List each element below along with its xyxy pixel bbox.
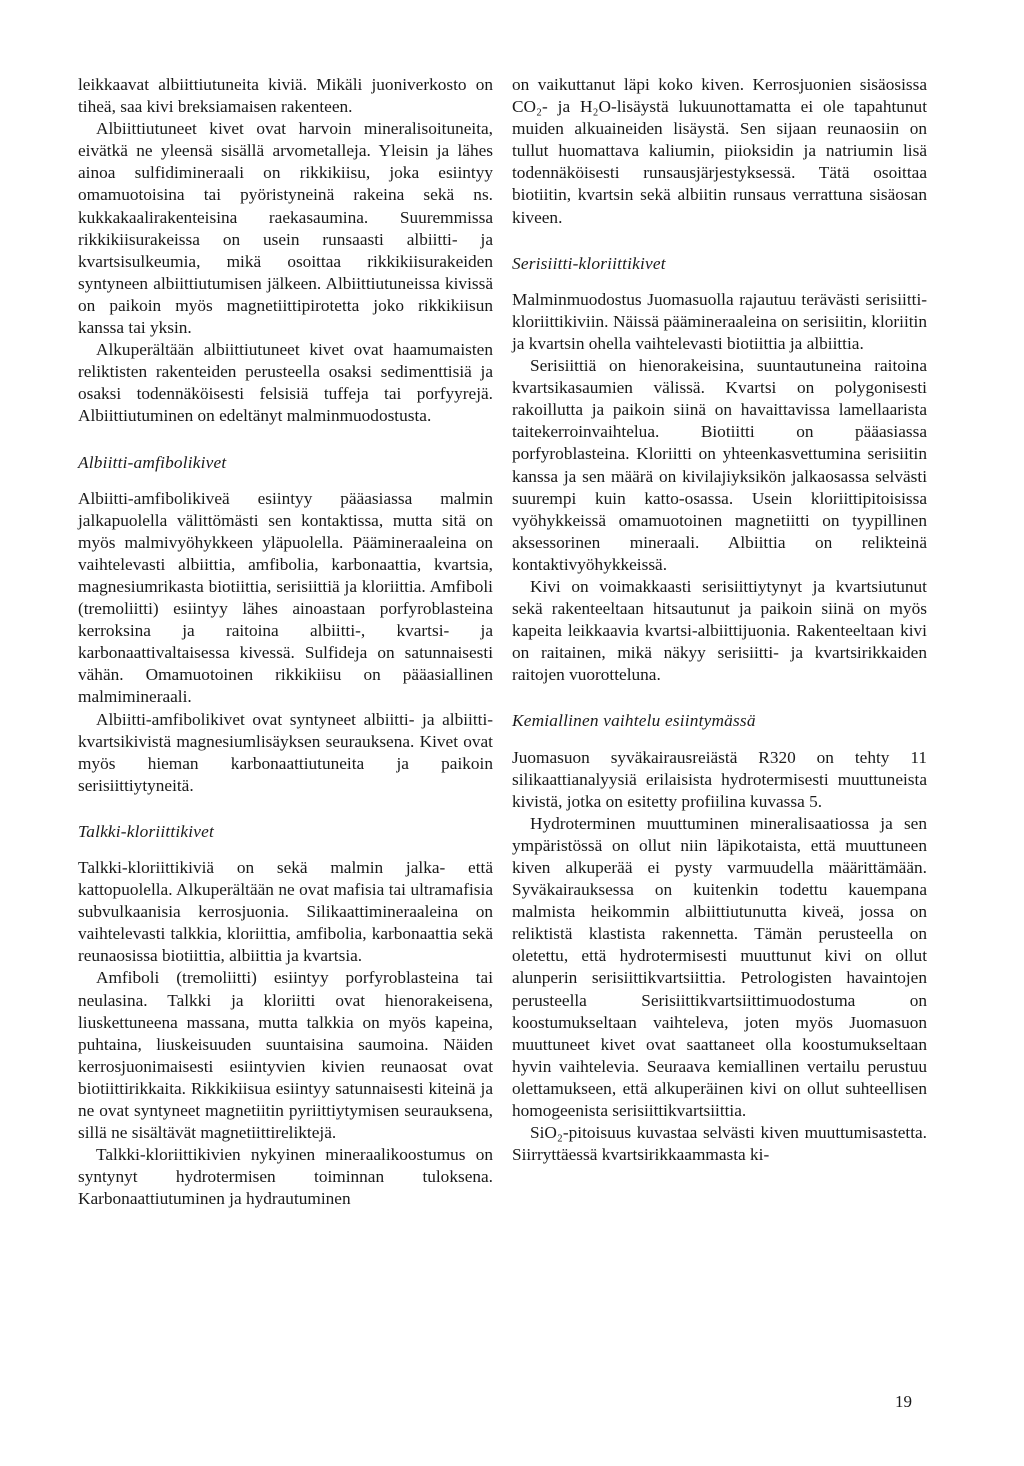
- left-paragraph-2: Albiittiutuneet kivet ovat harvoin mineralisoituneita, eivätkä ne yleensä sisällä arvometalleja. Yleisin ja lähes ainoa sulfidimineraali on rikkikiisu, joka esiintyy omamuotoisina tai pyöristyneinä rakeina sekä ns. kukkakaalirakenteisina raekasaumina. Suuremmissa rikkikiisurakeissa on usein runsaasti albiitti- ja kvartsisulkeumia, mikä osoittaa rikkikiisurakeiden syntyneen albiittiutumisen jälkeen. Albiittiutuneissa kivissä on paikoin myös magnetiittipirotetta joko rikkikiisun kanssa tai yksin.: [78, 119, 493, 338]
- heading-talkki-kloriittikivet: Talkki-kloriittikivet: [78, 821, 215, 841]
- right-paragraph-5: Juomasuon syväkairausreiästä R320 on tehty 11 silikaattianalyysiä erilaisista hydrotermisesti muuttuneista kivistä, jotka on esitetty profiilina kuvassa 5.: [512, 747, 927, 811]
- right-paragraph-3: Serisiittiä on hienorakeisina, suuntautuneina raitoina kvartsikasaumien välissä. Kvartsi on polygonisesti rakoillutta ja paikoin siinä on havaittavissa lamellaarista taitekerroinvaihtelua. Biotiitti on pääasiassa porfyroblasteina. Kloriitti on yhteenkasvettumina serisiitin kanssa ja sen määrä on kivilajiyksikön jalkaosassa selvästi suurempi kuin katto-osassa. Usein kloriittipitoisissa vyöhykkeissä omamuotoinen magnetiitti on tyypillinen aksessorinen mineraali. Albiittia on relikteinä kontaktivyöhykkeissä.: [512, 356, 927, 574]
- left-column: [78, 74, 493, 1211]
- heading-kemiallinen-vaihtelu: Kemiallinen vaihtelu esiintymässä: [512, 711, 756, 731]
- left-paragraph-4: Albiitti-amfibolikiveä esiintyy pääasiassa malmin jalkapuolella välittömästi sen kontaktissa, mutta sitä on myös malmivyöhykkeen yläpuolella. Päämineraaleina on vaihtelevasti albiittia, amfibolia, karbonaattia, kvartsia, magnesiumrikasta biotiittia, serisiittiä ja kloriittia. Amfiboli (tremoliitti) esiintyy lähes ainoastaan porfyroblasteina kerroksina ja raitoina albiitti-, kvartsi- ja karbonaattivaltaisessa kivessä. Sulfideja on satunnaisesti vähän. Omamuotoinen rikkikiisu on pääasiallinen malmimineraali.: [78, 488, 493, 707]
- right-paragraph-6: Hydroterminen muuttuminen mineralisaatiossa ja sen ympäristössä on ollut niin läpikotaista, että muuttuneen kiven alkuperää ei pysty varmuudella määrittämään. Syväkairauksessa on kuitenkin todettu kauempana malmista heikommin albiittiutunutta kiveä, jossa on reliktistä klastista rakennetta. Tämän perusteella on oletettu, että hydrotermisesti muuttunut kivi on ollut alunperin serisiittikvartsiittia. Petrologisten havaintojen perusteella Serisiittikvartsiittimuodostuma on koostumukseltaan vaihteleva, joten myös Juomasuon muuttuneet kivet ovat saattaneet olla koostumukseltaan hyvin vaihtelevia. Seuraava kemiallinen vertailu perustuu olettamukseen, että alkuperäinen kivi on ollut suhteellisen homogeenista serisiittikvartsiittia.: [512, 813, 927, 1121]
- left-paragraph-8: Talkki-kloriittikivien nykyinen mineraalikoostumus on syntynyt hydrotermisen toiminnan tuloksena. Karbonaattiutuminen ja hydrautuminen: [78, 1145, 493, 1209]
- right-paragraph-4: Kivi on voimakkaasti serisiittiytynyt ja kvartsiutunut sekä rakenteeltaan hitsautunut ja paikoin siinä on myös kapeita leikkaavia kvartsi-albiittijuonia. Rakenteeltaan kivi on raitainen, mikä näkyy serisiitti- ja kvartsirikkaiden raitojen vuorotteluna.: [512, 576, 927, 685]
- right-paragraph-7: SiO₂-pitoisuus kuvastaa selvästi kiven muuttumisastetta. Siirryttäessä kvartsirikkaammasta ki-: [512, 1123, 927, 1165]
- heading-albiitti-amfibolikivet: Albiitti-amfibolikivet: [78, 452, 227, 472]
- left-paragraph-6: Talkki-kloriittikiviä on sekä malmin jalka- että kattopuolella. Alkuperältään ne ovat mafisia tai ultramafisia subvulkaanisia kerrosjuonia. Silikaattimineraaleina on vaihtelevasti talkkia, kloriittia, amfibolia, karbonaattia sekä reunaosissa biotiittia, albiittia ja kvartsia.: [78, 858, 493, 966]
- left-paragraph-3: Alkuperältään albiittiutuneet kivet ovat haamumaisten reliktisten rakenteiden perusteella osaksi sedimenttisiä ja osaksi todennäköisesti felsisiä tuffeja tai porfyyrejä. Albiittiutuminen on edeltänyt malminmuodostusta.: [78, 340, 493, 426]
- heading-serisiitti-kloriittikivet: Serisiitti-kloriittikivet: [512, 253, 666, 273]
- right-column: [512, 74, 927, 1166]
- right-paragraph-2: Malminmuodostus Juomasuolla rajautuu terävästi serisiitti-kloriittikiviin. Näissä päämineraaleina on serisiitin, kloriitin ja kvartsin ohella vaihtelevasti biotiittia ja albiittia.: [512, 289, 927, 353]
- right-paragraph-1: on vaikuttanut läpi koko kiven. Kerrosjuonien sisäosissa CO₂- ja H₂O-lisäystä lukuunottamatta ei ole tapahtunut muiden alkuaineiden lisäystä. Sen sijaan reunaosiin on tullut huomattava kaliumin, piioksidin ja natriumin lisä todennäköisesti runsausjärjestyksessä. Tätä osoittaa biotiitin, kvartsin sekä albiitin runsaus verrattuna sisäosan kiveen.: [512, 75, 927, 227]
- left-paragraph-1: leikkaavat albiittiutuneita kiviä. Mikäli juoniverkosto on tiheä, saa kivi breksiamaisen rakenteen.: [78, 75, 493, 117]
- left-paragraph-7: Amfiboli (tremoliitti) esiintyy porfyroblasteina tai neulasina. Talkki ja kloriitti ovat hienorakeisena, liuskettuneena massana, mutta talkkia on myös kapeina, puhtaina, liuskeisuuden suuntaisina saumoina. Näiden kerrosjuonimaisesti esiintyvien kivien reunaosat ovat biotiittirikkaita. Rikkikiisua esiintyy satunnaisesti kiteinä ja ne ovat syntyneet magnetiitin pyriittiytymisen seurauksena, sillä ne sisältävät magnetiittireliktejä.: [78, 968, 493, 1143]
- left-paragraph-5: Albiitti-amfibolikivet ovat syntyneet albiitti- ja albiitti-kvartsikivistä magnesiumlisäyksen seurauksena. Kivet ovat myös hieman karbonaattiutuneita ja paikoin serisiittiytyneitä.: [78, 709, 493, 795]
- page-number: 19: [895, 1392, 912, 1411]
